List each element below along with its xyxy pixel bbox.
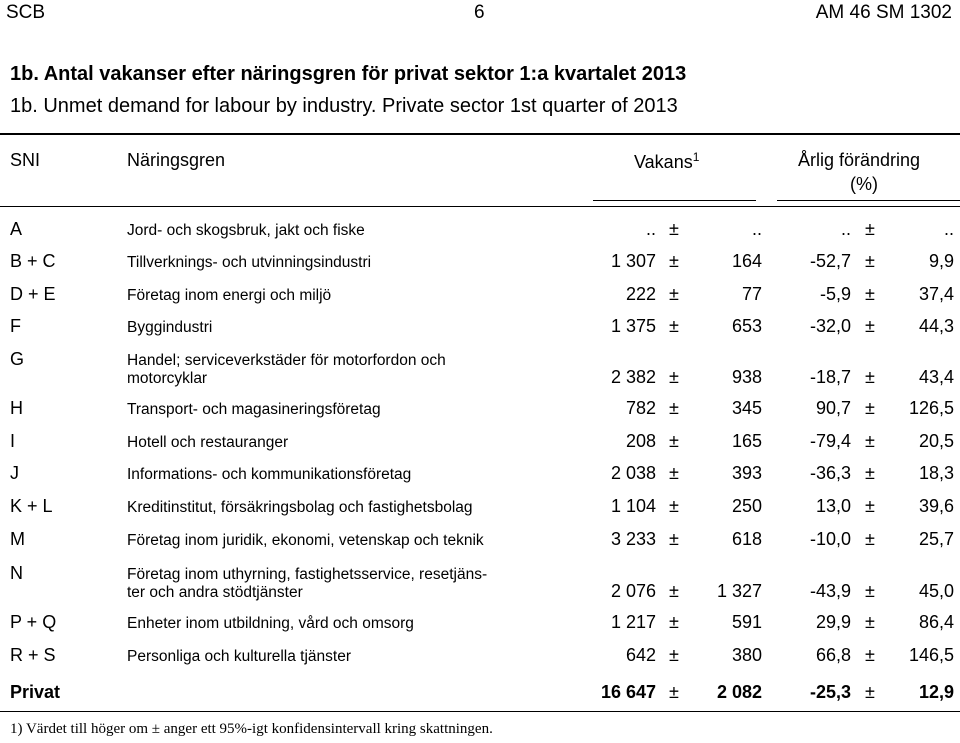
change-value: 66,8 bbox=[815, 645, 851, 665]
industry-name-line1: Hotell och restauranger bbox=[127, 434, 289, 451]
plus-minus-sign: ± bbox=[669, 367, 679, 387]
sni-code: A bbox=[10, 219, 23, 239]
vacancies-margin: 393 bbox=[731, 463, 762, 483]
header-rule bbox=[0, 206, 960, 207]
industry-name bbox=[127, 499, 473, 517]
col-header-change-unit: (%) bbox=[850, 174, 878, 194]
vacancies-value: 1 307 bbox=[610, 251, 656, 271]
plus-minus-sign: ± bbox=[669, 398, 679, 418]
change-value: -5,9 bbox=[819, 284, 851, 304]
table-row bbox=[0, 612, 960, 642]
sni-code: G bbox=[10, 349, 25, 369]
vacancies-value: 782 bbox=[625, 398, 656, 418]
col-header-vacancies: Vakans$^1$ bbox=[634, 150, 700, 172]
vacancies-value: 2 382 bbox=[610, 367, 656, 387]
change-value: -18,7 bbox=[809, 367, 851, 387]
change-value: -52,7 bbox=[809, 251, 851, 271]
plus-minus-sign: ± bbox=[865, 316, 875, 336]
plus-minus-sign: ± bbox=[865, 463, 875, 483]
change-margin: 25,7 bbox=[918, 529, 954, 549]
industry-name bbox=[127, 615, 414, 633]
industry-name bbox=[127, 434, 288, 452]
change-margin: 37,4 bbox=[918, 284, 954, 304]
plus-minus-sign: ± bbox=[669, 645, 679, 665]
industry-name-line1: Jord- och skogsbruk, jakt och fiske bbox=[127, 222, 365, 239]
total-plus-minus-sign: ± bbox=[865, 682, 875, 702]
plus-minus-sign: ± bbox=[669, 581, 679, 601]
change-margin: 45,0 bbox=[918, 581, 954, 601]
industry-name bbox=[127, 566, 487, 602]
change-margin: 39,6 bbox=[918, 496, 954, 516]
vacancies-margin: 250 bbox=[731, 496, 762, 516]
header-left: SCB bbox=[6, 2, 46, 23]
change-value: 90,7 bbox=[815, 398, 851, 418]
table-row bbox=[0, 398, 960, 428]
plus-minus-sign: ± bbox=[669, 612, 679, 632]
total-change-value: -25,3 bbox=[809, 682, 851, 702]
plus-minus-sign: ± bbox=[865, 529, 875, 549]
vacancies-margin: 653 bbox=[731, 316, 762, 336]
plus-minus-sign: ± bbox=[865, 612, 875, 632]
vacancies-underline bbox=[593, 200, 756, 201]
sni-code: H bbox=[10, 398, 23, 418]
change-value: 13,0 bbox=[815, 496, 851, 516]
plus-minus-sign: ± bbox=[669, 496, 679, 516]
plus-minus-sign: ± bbox=[669, 431, 679, 451]
change-underline bbox=[777, 200, 960, 201]
plus-minus-sign: ± bbox=[865, 251, 875, 271]
industry-name-line1: Kreditinstitut, försäkringsbolag och fastighetsbolag bbox=[127, 499, 473, 516]
vacancies-margin: 380 bbox=[731, 645, 762, 665]
header-right: AM 46 SM 1302 bbox=[815, 2, 952, 23]
vacancies-value: 2 076 bbox=[610, 581, 656, 601]
vacancies-value: 1 104 bbox=[610, 496, 656, 516]
plus-minus-sign: ± bbox=[865, 645, 875, 665]
change-margin: 20,5 bbox=[918, 431, 954, 451]
change-value: -79,4 bbox=[809, 431, 851, 451]
plus-minus-sign: ± bbox=[669, 463, 679, 483]
plus-minus-sign: ± bbox=[865, 219, 875, 239]
industry-name-line1: Företag inom uthyrning, fastighetsservice, resetjäns- bbox=[127, 566, 488, 583]
change-value: -36,3 bbox=[809, 463, 851, 483]
plus-minus-sign: ± bbox=[865, 284, 875, 304]
table-row bbox=[0, 645, 960, 675]
change-value: -32,0 bbox=[809, 316, 851, 336]
industry-name-line2: motorcyklar bbox=[127, 370, 208, 387]
industry-name-line1: Transport- och magasineringsföretag bbox=[127, 401, 381, 418]
industry-name-line1: Byggindustri bbox=[127, 319, 213, 336]
industry-name-line1: Personliga och kulturella tjänster bbox=[127, 648, 352, 665]
industry-name-line2: ter och andra stödtjänster bbox=[127, 584, 303, 601]
industry-name bbox=[127, 401, 381, 419]
plus-minus-sign: ± bbox=[669, 251, 679, 271]
plus-minus-sign: ± bbox=[865, 367, 875, 387]
industry-name bbox=[127, 319, 212, 337]
change-margin: 18,3 bbox=[918, 463, 954, 483]
industry-name-line1: Handel; serviceverkstäder för motorfordon och bbox=[127, 352, 446, 369]
plus-minus-sign: ± bbox=[669, 284, 679, 304]
vacancies-margin: 164 bbox=[731, 251, 762, 271]
vacancies-margin: 345 bbox=[731, 398, 762, 418]
table-row bbox=[0, 431, 960, 461]
sni-code: B + C bbox=[10, 251, 56, 271]
vacancies-value: 642 bbox=[625, 645, 656, 665]
sni-code: D + E bbox=[10, 284, 56, 304]
table-row bbox=[0, 316, 960, 346]
vacancies-margin: 77 bbox=[741, 284, 762, 304]
plus-minus-sign: ± bbox=[669, 316, 679, 336]
industry-name bbox=[127, 466, 411, 484]
industry-name bbox=[127, 648, 351, 666]
sni-code: M bbox=[10, 529, 25, 549]
sni-code: R + S bbox=[10, 645, 56, 665]
top-rule bbox=[0, 133, 960, 135]
sni-code: N bbox=[10, 563, 23, 583]
vacancies-value: 222 bbox=[625, 284, 656, 304]
vacancies-margin: 938 bbox=[731, 367, 762, 387]
industry-name-line1: Informations- och kommunikationsföretag bbox=[127, 466, 412, 483]
industry-name bbox=[127, 532, 484, 550]
footnote-marker: 1 bbox=[692, 150, 700, 164]
table-row bbox=[0, 251, 960, 281]
plus-minus-sign: ± bbox=[669, 529, 679, 549]
table-row bbox=[0, 563, 960, 609]
total-row bbox=[0, 682, 960, 710]
table-row bbox=[0, 219, 960, 249]
total-plus-minus-sign: ± bbox=[669, 682, 679, 702]
table-row bbox=[0, 496, 960, 526]
bottom-rule bbox=[0, 711, 960, 712]
change-value: 29,9 bbox=[815, 612, 851, 632]
vacancies-value: 2 038 bbox=[610, 463, 656, 483]
sni-code: I bbox=[10, 431, 16, 451]
change-margin: 43,4 bbox=[918, 367, 954, 387]
total-change-margin: 12,9 bbox=[918, 682, 954, 702]
col-header-sni: SNI bbox=[10, 150, 41, 170]
vacancies-margin: 1 327 bbox=[716, 581, 762, 601]
change-margin: .. bbox=[943, 219, 954, 239]
plus-minus-sign: ± bbox=[669, 219, 679, 239]
vacancies-value: .. bbox=[645, 219, 656, 239]
footnote: 1) Värdet till höger om ± anger ett 95%-igt konfidensintervall kring skattningen. bbox=[10, 721, 493, 737]
sni-code: K + L bbox=[10, 496, 53, 516]
plus-minus-sign: ± bbox=[865, 431, 875, 451]
industry-name-line1: Tillverknings- och utvinningsindustri bbox=[127, 254, 372, 271]
change-value: -10,0 bbox=[809, 529, 851, 549]
industry-name-line1: Företag inom juridik, ekonomi, vetenskap och teknik bbox=[127, 532, 484, 549]
industry-name-line1: Enheter inom utbildning, vård och omsorg bbox=[127, 615, 414, 632]
change-margin: 44,3 bbox=[918, 316, 954, 336]
title-english: 1b. Unmet demand for labour by industry. Private sector 1st quarter of 2013 bbox=[10, 95, 678, 117]
sni-code: J bbox=[10, 463, 19, 483]
vacancies-margin: 165 bbox=[731, 431, 762, 451]
plus-minus-sign: ± bbox=[865, 496, 875, 516]
change-value: .. bbox=[840, 219, 851, 239]
vacancies-value: 208 bbox=[625, 431, 656, 451]
industry-name bbox=[127, 287, 331, 305]
change-value: -43,9 bbox=[809, 581, 851, 601]
sni-code: F bbox=[10, 316, 21, 336]
vacancies-margin: 591 bbox=[731, 612, 762, 632]
vacancies-value: 1 217 bbox=[610, 612, 656, 632]
table-row bbox=[0, 529, 960, 559]
plus-minus-sign: ± bbox=[865, 581, 875, 601]
change-margin: 9,9 bbox=[928, 251, 954, 271]
table-row bbox=[0, 463, 960, 493]
total-vacancies-value: 16 647 bbox=[600, 682, 656, 702]
total-label: Privat bbox=[10, 682, 61, 702]
plus-minus-sign: ± bbox=[865, 398, 875, 418]
vacancies-value: 3 233 bbox=[610, 529, 656, 549]
change-margin: 126,5 bbox=[908, 398, 954, 418]
vacancies-margin: .. bbox=[751, 219, 762, 239]
change-margin: 146,5 bbox=[908, 645, 954, 665]
total-vacancies-margin: 2 082 bbox=[716, 682, 762, 702]
table-row bbox=[0, 349, 960, 395]
sni-code: P + Q bbox=[10, 612, 57, 632]
page-number: 6 bbox=[474, 2, 485, 23]
change-margin: 86,4 bbox=[918, 612, 954, 632]
vacancies-value: 1 375 bbox=[610, 316, 656, 336]
table-row bbox=[0, 284, 960, 314]
industry-name bbox=[127, 254, 371, 272]
col-header-change: Årlig förändring bbox=[798, 150, 921, 170]
industry-name bbox=[127, 222, 365, 240]
title-swedish: 1b. Antal vakanser efter näringsgren för privat sektor 1:a kvartalet 2013 bbox=[10, 63, 687, 85]
industry-name-line1: Företag inom energi och miljö bbox=[127, 287, 332, 304]
industry-name bbox=[127, 352, 446, 388]
col-header-industry: Näringsgren bbox=[127, 150, 226, 170]
vacancies-margin: 618 bbox=[731, 529, 762, 549]
